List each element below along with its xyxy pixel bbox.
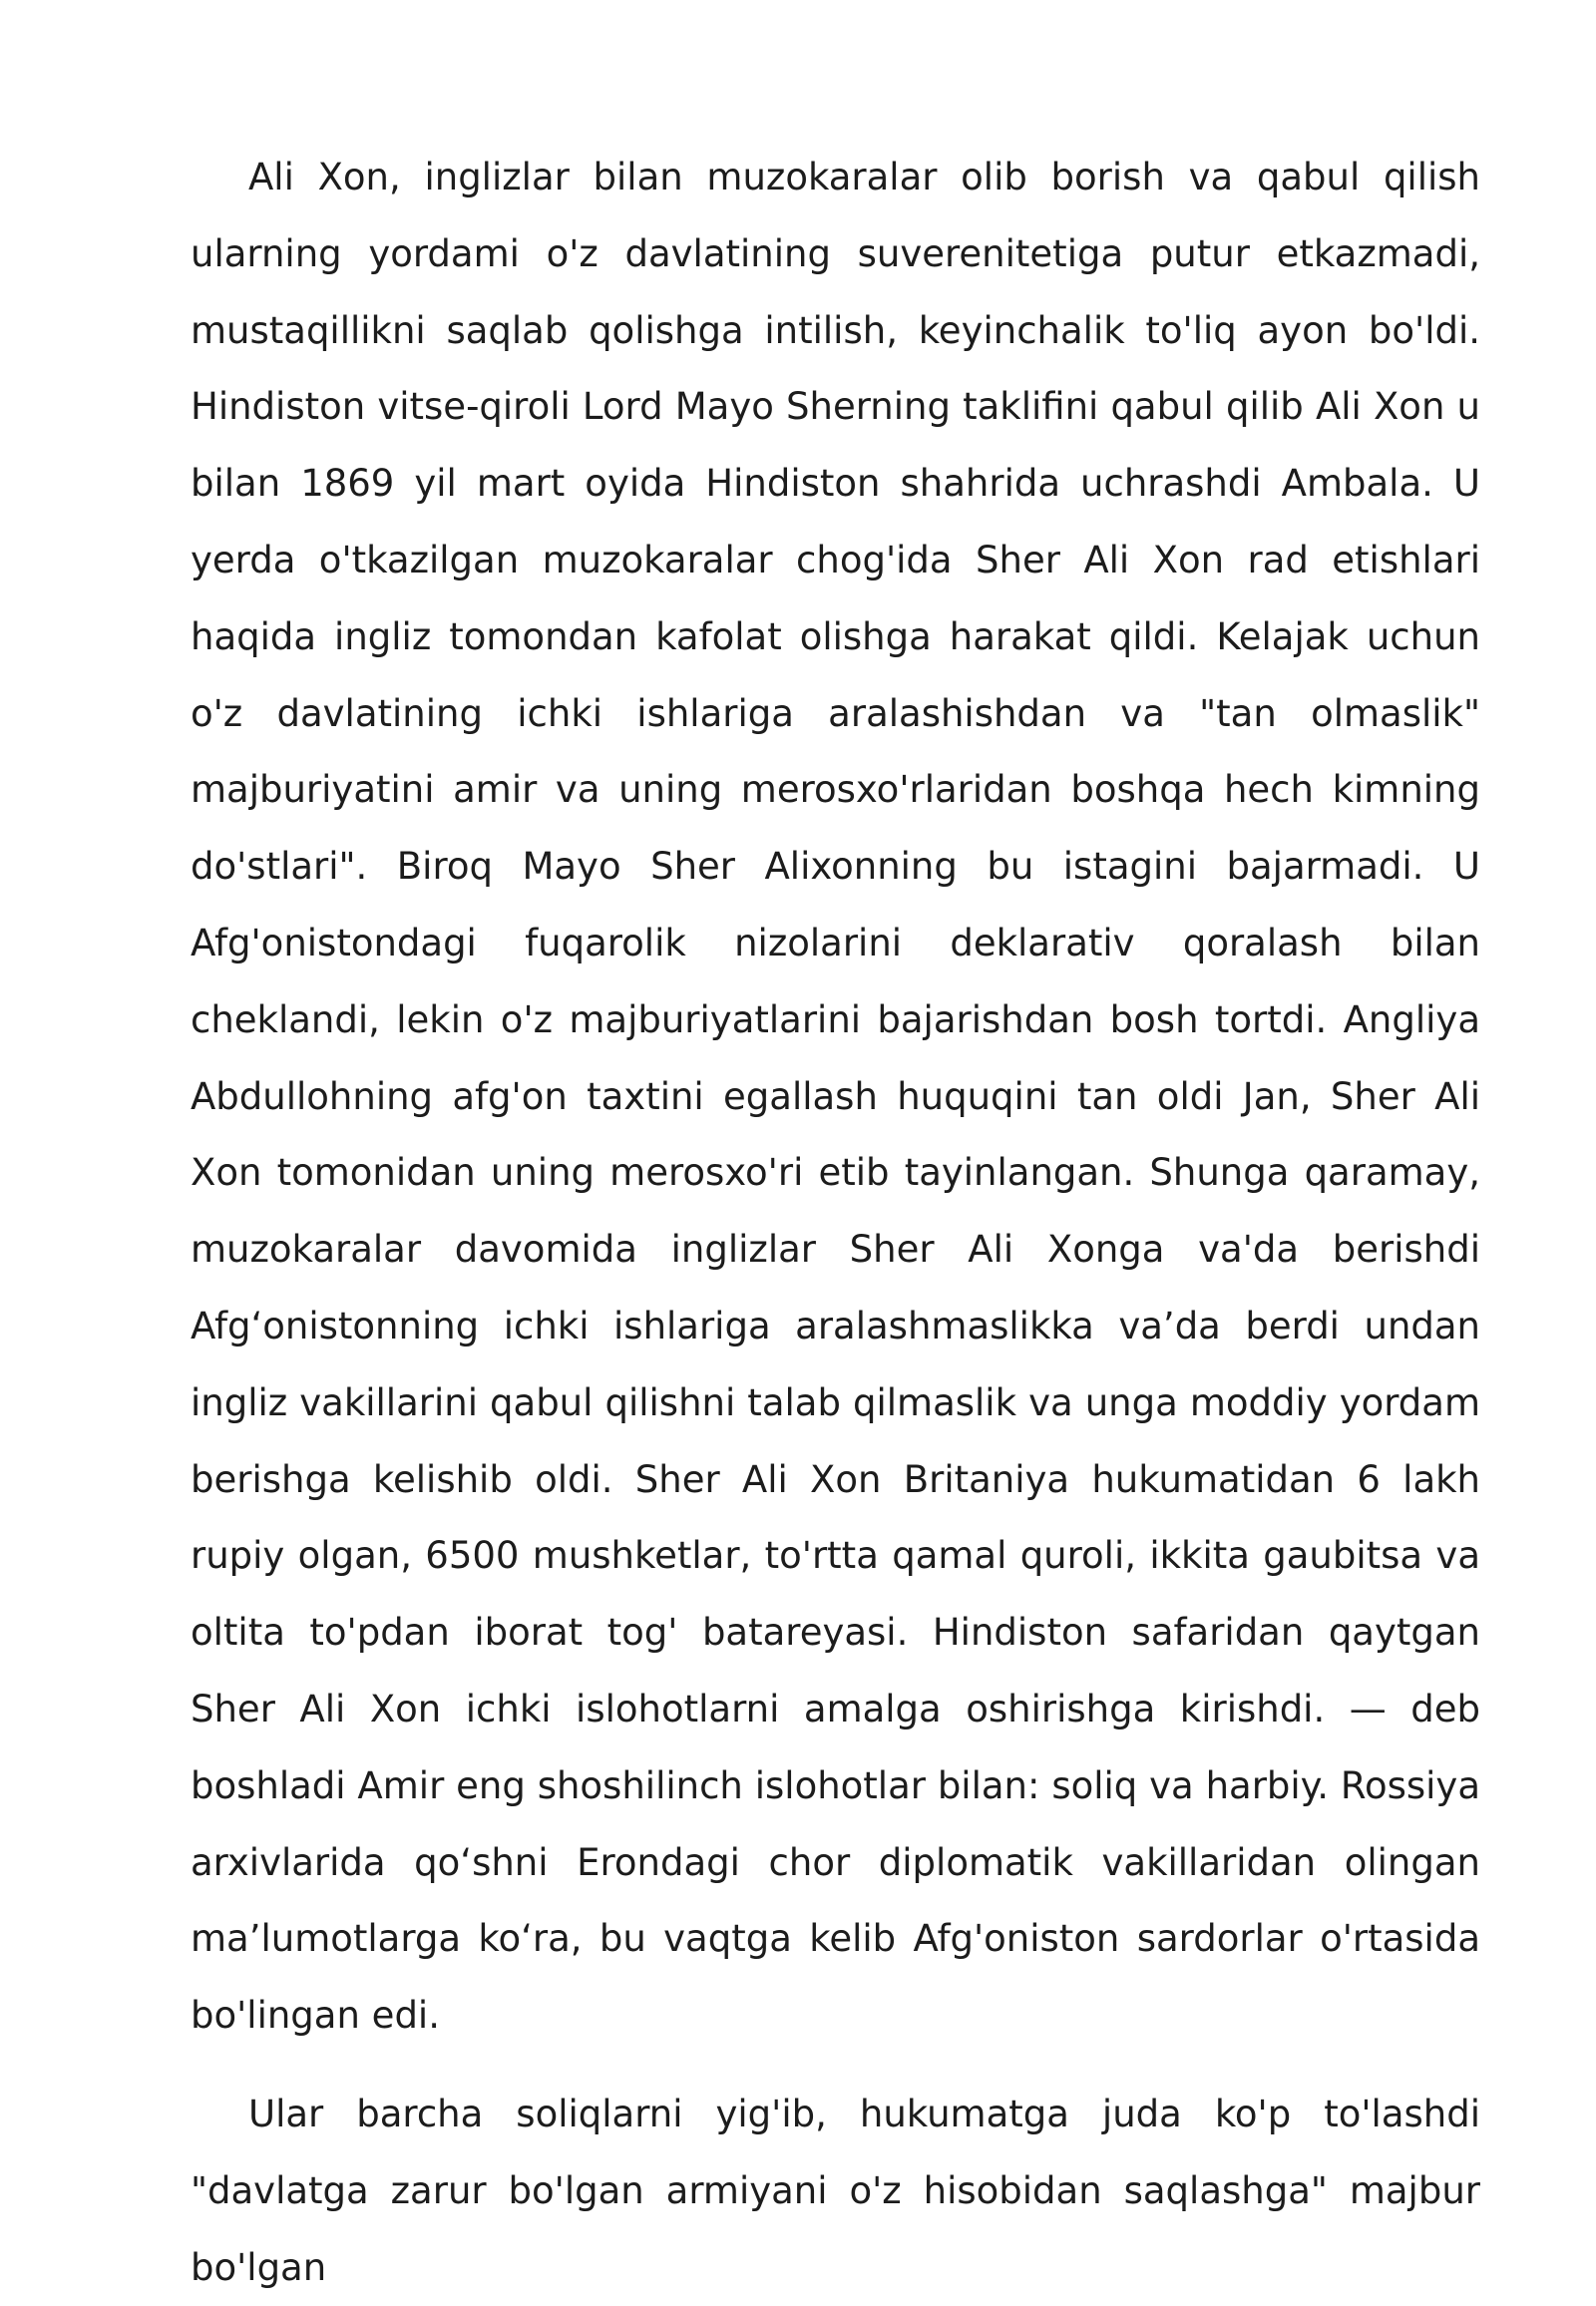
text-column [191, 140, 1480, 2306]
paragraph-2: Ular barcha soliqlarni yig'ib, hukumatga juda ko'p to'lashdi "davlatga zarur bo'lgan armiyani o'z hisobidan saqlashga" majbur bo'lgan [191, 2092, 1480, 2289]
paragraph-1: Ali Xon, inglizlar bilan muzokaralar olib borish va qabul qilish ularning yordami o'z davlatining suverenitetiga putur etkazmadi, mustaqillikni saqlab qolishga intilish, keyinchalik to'liq ayon bo'ldi. Hindiston vitse-qiroli Lord Mayo Sherning taklifini qabul qilib Ali Xon u bilan 1869 yil mart oyida Hindiston shahrida uchrashdi Ambala. U yerda o'tkazilgan muzokaralar chog'ida Sher Ali Xon rad etishlari haqida ingliz tomondan kafolat olishga harakat qildi. Kelajak uchun o'z davlatining ichki ishlariga aralashishdan va "tan olmaslik" majburiyatini amir va uning merosxo'rlaridan boshqa hech kimning do'stlari". Biroq Mayo Sher Alixonning bu istagini bajarmadi. U Afg'onistondagi fuqarolik nizolarini deklarativ qoralash bilan cheklandi, lekin o'z majburiyatlarini bajarishdan bosh tortdi. Angliya Abdullohning afg'on taxtini egallash huquqini tan oldi Jan, Sher Ali Xon tomonidan uning merosxo'ri etib tayinlangan. Shunga qaramay, muzokaralar davomida inglizlar Sher Ali Xonga va'da berishdi Afg‘onistonning ichki ishlariga aralashmaslikka va’da berdi undan ingliz vakillarini qabul qilishni talab qilmaslik va unga moddiy yordam berishga kelishib oldi. Sher Ali Xon Britaniya hukumatidan 6 lakh rupiy olgan, 6500 mushketlar, to'rtta qamal quroli, ikkita gaubitsa va oltita to'pdan iborat tog' batareyasi. Hindiston safaridan qaytgan Sher Ali Xon ichki islohotlarni amalga oshirishga kirishdi. — deb boshladi Amir eng shoshilinch islohotlar bilan: soliq va harbiy. Rossiya arxivlarida qo‘shni Erondagi chor diplomatik vakillaridan olingan ma’lumotlarga ko‘ra, bu vaqtga kelib Afg'oniston sardorlar o'rtasida bo'lingan edi. [191, 156, 1480, 2038]
